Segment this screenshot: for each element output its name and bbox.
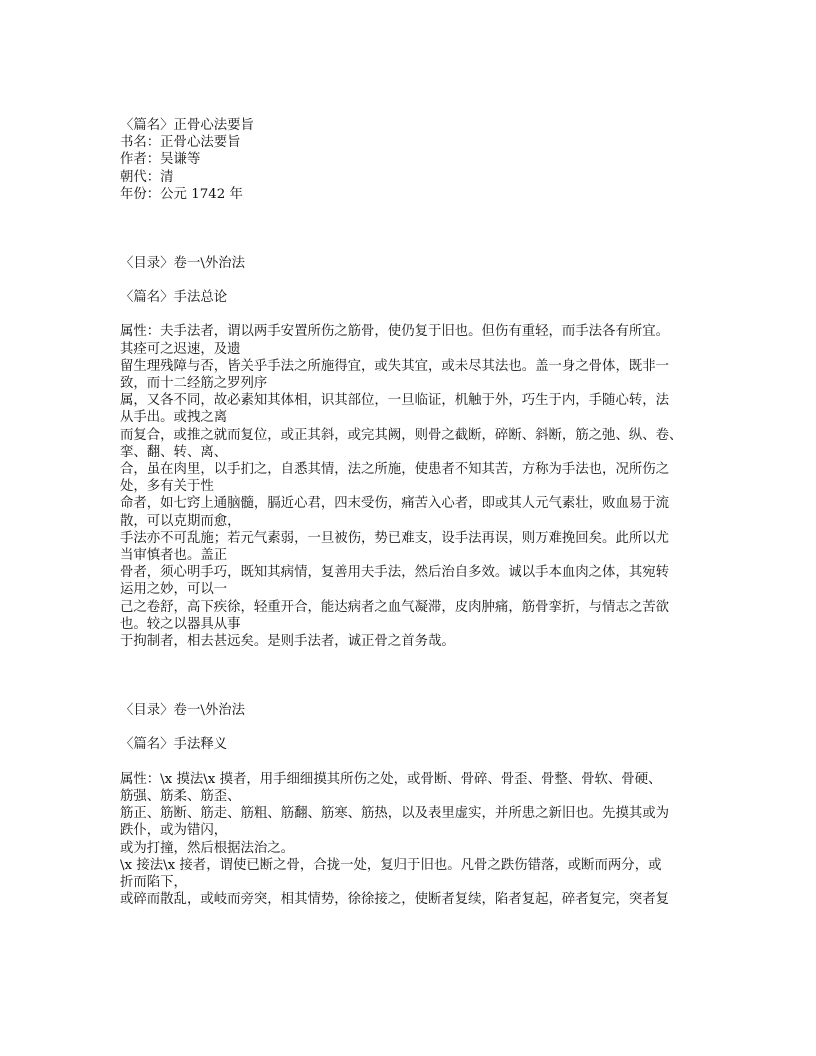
text-line: 合，虽在肉里，以手扪之，自悉其情，法之所施，使患者不知其苦，方称为手法也，况所伤之 — [120, 462, 670, 478]
text-line: 从手出。或拽之离 — [120, 410, 228, 426]
text-line: 筋正、筋断、筋走、筋粗、筋翻、筋寒、筋热，以及表里虚实，并所患之新旧也。先摸其或为 — [120, 806, 670, 822]
text-line: 己之卷舒，高下疾徐，轻重开合，能达病者之血气凝滞，皮肉肿痛，筋骨挛折，与情志之苦欲 — [120, 599, 670, 615]
author: 作者：吴谦等 — [120, 152, 201, 168]
section-toc: 〈目录〉卷一\外治法 — [120, 256, 246, 272]
text-line: 于拘制者，相去甚远矣。是则手法者，诚正骨之首务哉。 — [120, 634, 455, 650]
dynasty: 朝代：清 — [120, 169, 174, 185]
text-line: 或为打撞，然后根据法治之。 — [120, 840, 295, 856]
section-toc: 〈目录〉卷一\外治法 — [120, 703, 246, 719]
text-line: 处，多有关于性 — [120, 479, 214, 495]
text-line: 骨者，须心明手巧，既知其病情，复善用夫手法，然后治自多效。诚以手本血肉之体，其宛转 — [120, 565, 670, 581]
document-page — [120, 117, 720, 908]
text-line: 挛、翻、转、离、 — [120, 444, 228, 460]
text-line: 其痊可之迟速，及遗 — [120, 341, 241, 357]
section-shoufa-shiyi — [120, 702, 720, 908]
text-line: 散，可以克期而愈， — [120, 513, 241, 529]
text-line: 属，又各不同，故必素知其体相，识其部位，一旦临证，机触于外，巧生于内，手随心转，法 — [120, 393, 670, 409]
text-line: 当审慎者也。盖正 — [120, 548, 228, 564]
text-line: 折而陷下， — [120, 874, 187, 890]
section-title: 〈篇名〉手法释义 — [120, 737, 228, 753]
book-name: 书名：正骨心法要旨 — [120, 135, 241, 151]
book-header — [120, 117, 720, 203]
text-line: 筋强、筋柔、筋歪、 — [120, 788, 241, 804]
year: 年份：公元 1742 年 — [120, 186, 243, 202]
section-shoufa-zonglun — [120, 255, 720, 650]
section-title: 〈篇名〉手法总论 — [120, 290, 228, 306]
text-line: 运用之妙，可以一 — [120, 582, 228, 598]
text-line: 致，而十二经筋之罗列序 — [120, 376, 268, 392]
text-line: 属性：夫手法者，谓以两手安置所伤之筋骨，使仍复于旧也。但伤有重轻，而手法各有所宜。 — [120, 324, 670, 340]
chapter-name: 〈篇名〉正骨心法要旨 — [120, 118, 254, 133]
text-line: 而复合，或推之就而复位，或正其斜，或完其阙，则骨之截断，碎断、斜断，筋之弛、纵、卷、 — [120, 427, 683, 443]
text-line: 属性：\x 摸法\x 摸者，用手细细摸其所伤之处，或骨断、骨碎、骨歪、骨整、骨软、骨硬、 — [120, 771, 662, 787]
text-line: 或碎而散乱，或岐而旁突，相其情势，徐徐接之，使断者复续，陷者复起，碎者复完，突者复 — [120, 892, 670, 908]
text-line: 手法亦不可乱施；若元气素弱，一旦被伤，势已难支，设手法再误，则万难挽回矣。此所以尤 — [120, 530, 670, 546]
text-line: 命者，如七窍上通脑髓，膈近心君，四末受伤，痛苦入心者，即或其人元气素壮，败血易于流 — [120, 496, 670, 512]
text-line: 留生理残障与否，皆关乎手法之所施得宜，或失其宜，或未尽其法也。盖一身之骨体，既非一 — [120, 358, 670, 374]
text-line: 跌仆，或为错闪， — [120, 823, 228, 839]
text-line: 也。较之以器具从事 — [120, 616, 241, 632]
text-line: \x 接法\x 接者，谓使已断之骨，合拢一处，复归于旧也。凡骨之跌伤错落，或断而两分，或 — [120, 857, 662, 873]
